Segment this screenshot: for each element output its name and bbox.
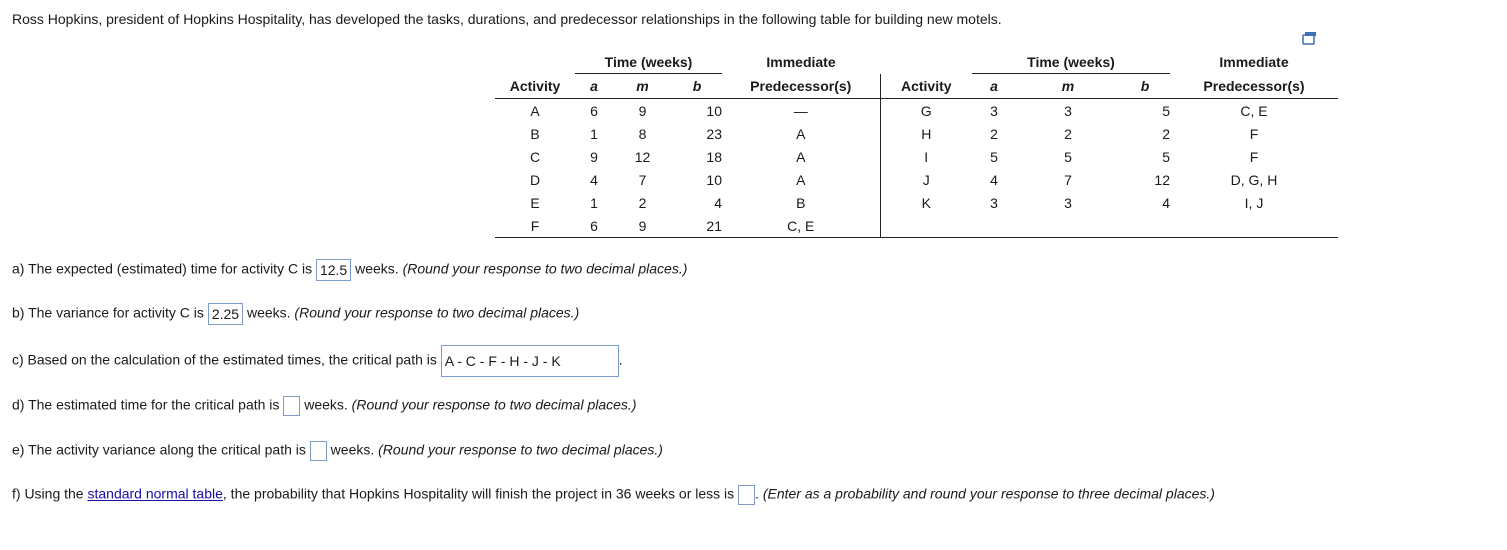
pred-cell: [1170, 214, 1338, 238]
m-cell: 9: [638, 102, 647, 119]
a-cell: 2: [990, 125, 998, 142]
question-a-text: a) The expected (estimated) time for activity C is: [12, 260, 313, 277]
a-cell: 3: [990, 194, 998, 211]
activity-cell: G: [920, 102, 932, 119]
a-cell: 3: [990, 102, 998, 119]
question-e-note: (Round your response to two decimal places.): [378, 441, 663, 458]
m-cell: 8: [638, 125, 647, 142]
b-header: b: [1120, 74, 1170, 99]
pred-cell: A: [722, 168, 880, 191]
activity-cell: K: [921, 194, 931, 211]
m-cell: 3: [1064, 194, 1072, 211]
copy-icon[interactable]: [1301, 30, 1317, 46]
b-cell: 18: [706, 148, 722, 165]
question-c: [12, 345, 623, 377]
table-row: [495, 145, 1338, 168]
table-row: [495, 191, 1338, 214]
table-row: [495, 168, 1338, 191]
time-group-header: Time (weeks): [972, 50, 1170, 74]
problem-intro: Ross Hopkins, president of Hopkins Hospitality, has developed the tasks, durations, and predecessor relationships in the following table for building new motels.: [12, 11, 1002, 27]
b-cell: 5: [1162, 102, 1170, 119]
pred-cell: A: [722, 145, 880, 168]
activity-cell: [880, 214, 972, 238]
question-e: [12, 441, 663, 461]
answer-f-input[interactable]: [738, 485, 755, 505]
m-cell: [1016, 214, 1120, 238]
question-a-note: (Round your response to two decimal places.): [402, 260, 688, 277]
pred-cell: B: [722, 191, 880, 214]
pred-cell: C, E: [722, 214, 880, 238]
m-header: m: [1016, 74, 1120, 99]
pred-cell: F: [1249, 125, 1259, 142]
question-c-text: c) Based on the calculation of the estimated times, the critical path is: [12, 351, 437, 368]
pred-header-line1: Immediate: [1219, 53, 1289, 70]
question-f: [12, 485, 1215, 505]
b-cell: 2: [1162, 125, 1170, 142]
a-cell: [972, 214, 1016, 238]
pred-cell: F: [1249, 148, 1259, 165]
time-group-header: Time (weeks): [575, 50, 722, 74]
answer-a-input[interactable]: 12.5: [316, 259, 351, 281]
activity-cell: J: [922, 171, 930, 188]
b-cell: 23: [706, 125, 722, 142]
a-cell: 1: [590, 194, 598, 211]
activity-cell: H: [921, 125, 932, 142]
a-header: a: [575, 74, 613, 99]
question-b-text: b) The variance for activity C is: [12, 304, 204, 321]
activity-header: Activity: [495, 74, 575, 99]
question-a: [12, 259, 687, 281]
m-cell: 2: [1064, 125, 1072, 142]
m-cell: 7: [638, 171, 647, 188]
a-cell: 1: [590, 125, 598, 142]
table-row: [495, 122, 1338, 145]
table-row: [495, 214, 1338, 238]
pred-cell: —: [722, 99, 880, 123]
activity-cell: F: [495, 214, 575, 238]
question-d-note: (Round your response to two decimal places.): [351, 396, 637, 413]
a-cell: 4: [990, 171, 998, 188]
b-cell: 10: [706, 171, 722, 188]
answer-e-input[interactable]: [310, 441, 327, 461]
activity-cell: B: [530, 125, 540, 142]
activity-cell: E: [530, 194, 540, 211]
b-cell: [1120, 214, 1170, 238]
pred-cell: D, G, H: [1230, 171, 1278, 188]
m-cell: 2: [638, 194, 647, 211]
question-b-note: (Round your response to two decimal places.): [294, 304, 580, 321]
question-e-text: e) The activity variance along the critical path is: [12, 441, 306, 458]
question-f-text-2: , the probability that Hopkins Hospitality will finish the project in 36 weeks or less is: [222, 485, 735, 502]
b-cell: 10: [706, 102, 722, 119]
pred-cell: C, E: [1240, 102, 1268, 119]
activity-cell: A: [530, 102, 540, 119]
b-cell: 12: [1154, 171, 1170, 188]
activity-cell: C: [529, 148, 541, 165]
question-f-note: (Enter as a probability and round your response to three decimal places.): [762, 485, 1215, 502]
activity-table: [495, 50, 1338, 238]
pred-header-line2: Predecessor(s): [1170, 74, 1338, 99]
activity-cell: D: [529, 171, 541, 188]
question-c-period: .: [618, 351, 623, 368]
question-e-unit: weeks.: [330, 441, 375, 458]
b-cell: 4: [1162, 194, 1170, 211]
a-cell: 6: [575, 214, 613, 238]
answer-c-input[interactable]: A - C - F - H - J - K: [441, 345, 619, 377]
question-f-period: .: [755, 485, 759, 502]
pred-header-line1: Immediate: [766, 53, 836, 70]
activity-cell: I: [924, 148, 929, 165]
question-b-unit: weeks.: [246, 304, 291, 321]
question-b: [12, 303, 579, 325]
m-cell: 5: [1064, 148, 1072, 165]
question-d-unit: weeks.: [304, 396, 348, 413]
answer-b-input[interactable]: 2.25: [208, 303, 243, 325]
m-cell: 12: [634, 148, 651, 165]
answer-d-input[interactable]: [283, 396, 300, 416]
pred-cell: A: [722, 122, 880, 145]
m-cell: 3: [1064, 102, 1072, 119]
a-cell: 4: [590, 171, 598, 188]
question-d: [12, 396, 636, 416]
b-header: b: [672, 74, 722, 99]
m-cell: 9: [613, 214, 672, 238]
activity-header: Activity: [880, 74, 972, 99]
b-cell: 21: [672, 214, 722, 238]
question-d-text: d) The estimated time for the critical path is: [12, 396, 280, 413]
a-cell: 5: [990, 148, 998, 165]
pred-header-line2: Predecessor(s): [722, 74, 880, 99]
a-header: a: [972, 74, 1016, 99]
standard-normal-table-link[interactable]: standard normal table: [87, 485, 223, 502]
a-cell: 9: [590, 148, 598, 165]
m-header: m: [613, 74, 672, 99]
m-cell: 7: [1064, 171, 1072, 188]
b-cell: 5: [1162, 148, 1170, 165]
question-a-unit: weeks.: [355, 260, 399, 277]
a-cell: 6: [590, 102, 598, 119]
question-f-text: f) Using the: [12, 485, 84, 502]
pred-cell: I, J: [1244, 194, 1264, 211]
b-cell: 4: [714, 194, 722, 211]
table-row: [495, 99, 1338, 123]
